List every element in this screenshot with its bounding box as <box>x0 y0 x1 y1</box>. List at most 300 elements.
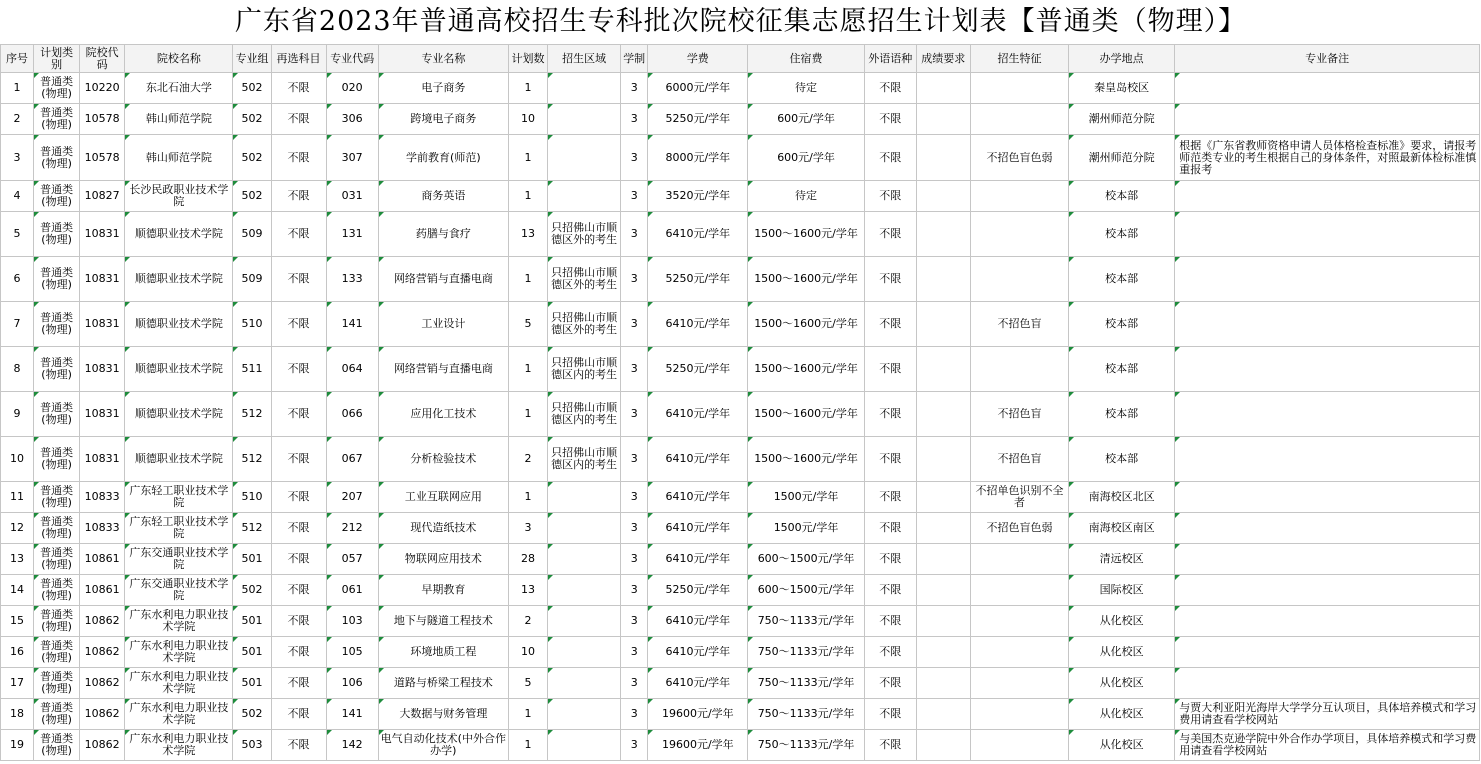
cell-tuition[interactable] <box>648 513 748 544</box>
cell-language[interactable] <box>864 606 916 637</box>
cell-language[interactable] <box>864 437 916 482</box>
cell-enroll-area[interactable] <box>548 637 621 668</box>
cell-major-note[interactable] <box>1175 437 1480 482</box>
cell-plan-type[interactable] <box>34 606 80 637</box>
cell-major-name[interactable] <box>378 575 508 606</box>
cell-major-note[interactable] <box>1175 135 1480 181</box>
cell-enroll-area[interactable] <box>548 135 621 181</box>
cell-enroll-feature[interactable] <box>970 730 1068 761</box>
cell-school-name[interactable] <box>125 181 233 212</box>
cell-duration[interactable] <box>621 513 648 544</box>
cell-major-code[interactable] <box>326 347 378 392</box>
cell-campus[interactable] <box>1069 437 1175 482</box>
cell-major-note[interactable] <box>1175 637 1480 668</box>
cell-seq[interactable] <box>1 482 34 513</box>
cell-school-name[interactable] <box>125 544 233 575</box>
column-header-major-group[interactable]: 专业组 <box>233 45 271 73</box>
cell-major-note[interactable] <box>1175 302 1480 347</box>
cell-language[interactable] <box>864 482 916 513</box>
cell-plan-type[interactable] <box>34 347 80 392</box>
cell-seq[interactable] <box>1 73 34 104</box>
cell-plan-type[interactable] <box>34 575 80 606</box>
cell-school-name[interactable] <box>125 513 233 544</box>
cell-major-code[interactable] <box>326 606 378 637</box>
cell-school-code[interactable] <box>80 637 125 668</box>
cell-plan-count[interactable] <box>508 437 547 482</box>
cell-dorm-fee[interactable] <box>748 73 864 104</box>
cell-dorm-fee[interactable] <box>748 544 864 575</box>
cell-school-name[interactable] <box>125 104 233 135</box>
cell-major-group[interactable] <box>233 637 271 668</box>
cell-major-name[interactable] <box>378 73 508 104</box>
cell-plan-count[interactable] <box>508 181 547 212</box>
cell-seq[interactable] <box>1 637 34 668</box>
cell-plan-type[interactable] <box>34 392 80 437</box>
cell-campus[interactable] <box>1069 135 1175 181</box>
table-row[interactable] <box>1 73 1480 104</box>
cell-plan-count[interactable] <box>508 730 547 761</box>
cell-major-group[interactable] <box>233 575 271 606</box>
cell-enroll-feature[interactable] <box>970 544 1068 575</box>
cell-duration[interactable] <box>621 347 648 392</box>
cell-major-code[interactable] <box>326 135 378 181</box>
cell-reselect-subject[interactable] <box>271 302 326 347</box>
cell-major-group[interactable] <box>233 302 271 347</box>
column-header-enroll-feature[interactable]: 招生特征 <box>970 45 1068 73</box>
cell-duration[interactable] <box>621 668 648 699</box>
cell-score-req[interactable] <box>916 482 970 513</box>
cell-major-code[interactable] <box>326 302 378 347</box>
table-row[interactable] <box>1 437 1480 482</box>
cell-score-req[interactable] <box>916 637 970 668</box>
cell-major-code[interactable] <box>326 437 378 482</box>
cell-school-code[interactable] <box>80 482 125 513</box>
cell-score-req[interactable] <box>916 544 970 575</box>
cell-enroll-feature[interactable] <box>970 482 1068 513</box>
cell-reselect-subject[interactable] <box>271 513 326 544</box>
table-row[interactable] <box>1 668 1480 699</box>
cell-seq[interactable] <box>1 347 34 392</box>
cell-school-code[interactable] <box>80 513 125 544</box>
cell-school-code[interactable] <box>80 257 125 302</box>
cell-campus[interactable] <box>1069 699 1175 730</box>
cell-language[interactable] <box>864 544 916 575</box>
cell-tuition[interactable] <box>648 104 748 135</box>
cell-major-note[interactable] <box>1175 212 1480 257</box>
cell-plan-type[interactable] <box>34 73 80 104</box>
cell-major-group[interactable] <box>233 73 271 104</box>
column-header-dorm-fee[interactable]: 住宿费 <box>748 45 864 73</box>
cell-tuition[interactable] <box>648 302 748 347</box>
cell-enroll-feature[interactable] <box>970 212 1068 257</box>
cell-seq[interactable] <box>1 575 34 606</box>
cell-reselect-subject[interactable] <box>271 606 326 637</box>
cell-school-name[interactable] <box>125 699 233 730</box>
cell-major-name[interactable] <box>378 181 508 212</box>
cell-enroll-feature[interactable] <box>970 347 1068 392</box>
cell-major-group[interactable] <box>233 482 271 513</box>
cell-tuition[interactable] <box>648 392 748 437</box>
cell-major-code[interactable] <box>326 513 378 544</box>
cell-score-req[interactable] <box>916 699 970 730</box>
cell-school-code[interactable] <box>80 302 125 347</box>
cell-campus[interactable] <box>1069 347 1175 392</box>
table-row[interactable] <box>1 637 1480 668</box>
cell-school-name[interactable] <box>125 482 233 513</box>
cell-enroll-feature[interactable] <box>970 575 1068 606</box>
table-row[interactable] <box>1 181 1480 212</box>
column-header-plan-count[interactable]: 计划数 <box>508 45 547 73</box>
cell-school-code[interactable] <box>80 392 125 437</box>
cell-score-req[interactable] <box>916 135 970 181</box>
cell-plan-type[interactable] <box>34 699 80 730</box>
cell-school-name[interactable] <box>125 668 233 699</box>
cell-school-name[interactable] <box>125 606 233 637</box>
cell-school-name[interactable] <box>125 730 233 761</box>
column-header-plan-type[interactable]: 计划类别 <box>34 45 80 73</box>
cell-dorm-fee[interactable] <box>748 575 864 606</box>
cell-major-code[interactable] <box>326 482 378 513</box>
table-row[interactable] <box>1 257 1480 302</box>
cell-dorm-fee[interactable] <box>748 668 864 699</box>
cell-tuition[interactable] <box>648 730 748 761</box>
column-header-seq[interactable]: 序号 <box>1 45 34 73</box>
cell-duration[interactable] <box>621 699 648 730</box>
cell-dorm-fee[interactable] <box>748 606 864 637</box>
cell-seq[interactable] <box>1 181 34 212</box>
cell-reselect-subject[interactable] <box>271 181 326 212</box>
cell-enroll-area[interactable] <box>548 302 621 347</box>
cell-enroll-feature[interactable] <box>970 606 1068 637</box>
column-header-campus[interactable]: 办学地点 <box>1069 45 1175 73</box>
cell-major-code[interactable] <box>326 212 378 257</box>
cell-score-req[interactable] <box>916 181 970 212</box>
cell-duration[interactable] <box>621 135 648 181</box>
cell-duration[interactable] <box>621 212 648 257</box>
cell-campus[interactable] <box>1069 513 1175 544</box>
cell-major-group[interactable] <box>233 668 271 699</box>
cell-major-note[interactable] <box>1175 699 1480 730</box>
cell-plan-count[interactable] <box>508 606 547 637</box>
column-header-language[interactable]: 外语语种 <box>864 45 916 73</box>
cell-major-name[interactable] <box>378 513 508 544</box>
cell-campus[interactable] <box>1069 392 1175 437</box>
cell-school-code[interactable] <box>80 544 125 575</box>
cell-major-code[interactable] <box>326 668 378 699</box>
cell-duration[interactable] <box>621 437 648 482</box>
cell-major-name[interactable] <box>378 104 508 135</box>
cell-enroll-area[interactable] <box>548 347 621 392</box>
cell-tuition[interactable] <box>648 575 748 606</box>
cell-seq[interactable] <box>1 212 34 257</box>
table-row[interactable] <box>1 135 1480 181</box>
table-row[interactable] <box>1 513 1480 544</box>
cell-reselect-subject[interactable] <box>271 257 326 302</box>
cell-tuition[interactable] <box>648 257 748 302</box>
cell-major-name[interactable] <box>378 606 508 637</box>
cell-campus[interactable] <box>1069 181 1175 212</box>
cell-plan-count[interactable] <box>508 347 547 392</box>
cell-reselect-subject[interactable] <box>271 104 326 135</box>
cell-school-name[interactable] <box>125 135 233 181</box>
cell-duration[interactable] <box>621 181 648 212</box>
cell-dorm-fee[interactable] <box>748 302 864 347</box>
cell-reselect-subject[interactable] <box>271 668 326 699</box>
cell-major-name[interactable] <box>378 437 508 482</box>
cell-school-code[interactable] <box>80 104 125 135</box>
cell-major-code[interactable] <box>326 544 378 575</box>
cell-plan-type[interactable] <box>34 637 80 668</box>
cell-major-group[interactable] <box>233 699 271 730</box>
table-row[interactable] <box>1 104 1480 135</box>
cell-seq[interactable] <box>1 513 34 544</box>
cell-plan-count[interactable] <box>508 212 547 257</box>
cell-language[interactable] <box>864 513 916 544</box>
table-row[interactable] <box>1 392 1480 437</box>
cell-tuition[interactable] <box>648 606 748 637</box>
cell-dorm-fee[interactable] <box>748 392 864 437</box>
cell-plan-type[interactable] <box>34 730 80 761</box>
cell-major-code[interactable] <box>326 575 378 606</box>
cell-reselect-subject[interactable] <box>271 575 326 606</box>
cell-major-note[interactable] <box>1175 668 1480 699</box>
cell-language[interactable] <box>864 212 916 257</box>
cell-school-name[interactable] <box>125 257 233 302</box>
cell-campus[interactable] <box>1069 730 1175 761</box>
cell-campus[interactable] <box>1069 575 1175 606</box>
cell-duration[interactable] <box>621 73 648 104</box>
cell-tuition[interactable] <box>648 637 748 668</box>
cell-seq[interactable] <box>1 302 34 347</box>
cell-campus[interactable] <box>1069 302 1175 347</box>
cell-score-req[interactable] <box>916 392 970 437</box>
cell-major-name[interactable] <box>378 668 508 699</box>
cell-plan-count[interactable] <box>508 575 547 606</box>
cell-major-note[interactable] <box>1175 482 1480 513</box>
cell-school-code[interactable] <box>80 730 125 761</box>
cell-language[interactable] <box>864 104 916 135</box>
column-header-tuition[interactable]: 学费 <box>648 45 748 73</box>
cell-school-name[interactable] <box>125 637 233 668</box>
cell-language[interactable] <box>864 730 916 761</box>
cell-campus[interactable] <box>1069 668 1175 699</box>
cell-major-group[interactable] <box>233 347 271 392</box>
cell-plan-type[interactable] <box>34 513 80 544</box>
cell-reselect-subject[interactable] <box>271 392 326 437</box>
cell-school-code[interactable] <box>80 699 125 730</box>
cell-tuition[interactable] <box>648 135 748 181</box>
cell-major-name[interactable] <box>378 637 508 668</box>
cell-reselect-subject[interactable] <box>271 637 326 668</box>
cell-plan-count[interactable] <box>508 73 547 104</box>
cell-seq[interactable] <box>1 544 34 575</box>
cell-major-name[interactable] <box>378 212 508 257</box>
cell-language[interactable] <box>864 668 916 699</box>
cell-plan-type[interactable] <box>34 437 80 482</box>
cell-dorm-fee[interactable] <box>748 482 864 513</box>
cell-major-name[interactable] <box>378 482 508 513</box>
cell-campus[interactable] <box>1069 637 1175 668</box>
cell-major-code[interactable] <box>326 699 378 730</box>
cell-enroll-area[interactable] <box>548 104 621 135</box>
cell-tuition[interactable] <box>648 437 748 482</box>
cell-duration[interactable] <box>621 544 648 575</box>
cell-major-note[interactable] <box>1175 392 1480 437</box>
table-row[interactable] <box>1 606 1480 637</box>
cell-major-name[interactable] <box>378 135 508 181</box>
cell-major-note[interactable] <box>1175 575 1480 606</box>
cell-major-group[interactable] <box>233 257 271 302</box>
cell-language[interactable] <box>864 302 916 347</box>
cell-language[interactable] <box>864 637 916 668</box>
cell-score-req[interactable] <box>916 668 970 699</box>
cell-major-code[interactable] <box>326 257 378 302</box>
cell-enroll-area[interactable] <box>548 606 621 637</box>
cell-language[interactable] <box>864 392 916 437</box>
cell-reselect-subject[interactable] <box>271 482 326 513</box>
cell-dorm-fee[interactable] <box>748 637 864 668</box>
cell-campus[interactable] <box>1069 544 1175 575</box>
cell-dorm-fee[interactable] <box>748 104 864 135</box>
cell-enroll-feature[interactable] <box>970 73 1068 104</box>
cell-enroll-area[interactable] <box>548 544 621 575</box>
cell-major-group[interactable] <box>233 730 271 761</box>
cell-school-name[interactable] <box>125 392 233 437</box>
cell-dorm-fee[interactable] <box>748 135 864 181</box>
cell-major-code[interactable] <box>326 392 378 437</box>
cell-campus[interactable] <box>1069 73 1175 104</box>
cell-campus[interactable] <box>1069 257 1175 302</box>
table-row[interactable] <box>1 302 1480 347</box>
cell-language[interactable] <box>864 135 916 181</box>
cell-enroll-area[interactable] <box>548 257 621 302</box>
cell-language[interactable] <box>864 575 916 606</box>
cell-school-name[interactable] <box>125 347 233 392</box>
cell-school-name[interactable] <box>125 302 233 347</box>
cell-seq[interactable] <box>1 437 34 482</box>
cell-plan-type[interactable] <box>34 181 80 212</box>
cell-enroll-area[interactable] <box>548 575 621 606</box>
cell-campus[interactable] <box>1069 104 1175 135</box>
table-row[interactable] <box>1 575 1480 606</box>
cell-seq[interactable] <box>1 392 34 437</box>
column-header-major-code[interactable]: 专业代码 <box>326 45 378 73</box>
cell-tuition[interactable] <box>648 73 748 104</box>
table-row[interactable] <box>1 730 1480 761</box>
cell-major-code[interactable] <box>326 104 378 135</box>
cell-enroll-feature[interactable] <box>970 699 1068 730</box>
table-row[interactable] <box>1 482 1480 513</box>
cell-score-req[interactable] <box>916 73 970 104</box>
cell-seq[interactable] <box>1 257 34 302</box>
cell-campus[interactable] <box>1069 482 1175 513</box>
cell-major-name[interactable] <box>378 392 508 437</box>
cell-plan-type[interactable] <box>34 104 80 135</box>
cell-enroll-feature[interactable] <box>970 668 1068 699</box>
cell-enroll-feature[interactable] <box>970 257 1068 302</box>
column-header-major-note[interactable]: 专业备注 <box>1175 45 1480 73</box>
cell-language[interactable] <box>864 257 916 302</box>
cell-major-code[interactable] <box>326 73 378 104</box>
cell-school-name[interactable] <box>125 212 233 257</box>
cell-plan-count[interactable] <box>508 302 547 347</box>
cell-language[interactable] <box>864 181 916 212</box>
cell-major-name[interactable] <box>378 347 508 392</box>
column-header-reselect-subject[interactable]: 再选科目 <box>271 45 326 73</box>
cell-plan-count[interactable] <box>508 544 547 575</box>
cell-enroll-area[interactable] <box>548 212 621 257</box>
cell-plan-type[interactable] <box>34 302 80 347</box>
cell-major-group[interactable] <box>233 212 271 257</box>
column-header-major-name[interactable]: 专业名称 <box>378 45 508 73</box>
cell-major-code[interactable] <box>326 637 378 668</box>
cell-school-name[interactable] <box>125 575 233 606</box>
cell-score-req[interactable] <box>916 437 970 482</box>
cell-major-note[interactable] <box>1175 606 1480 637</box>
cell-plan-count[interactable] <box>508 257 547 302</box>
cell-plan-type[interactable] <box>34 668 80 699</box>
cell-seq[interactable] <box>1 135 34 181</box>
cell-enroll-feature[interactable] <box>970 181 1068 212</box>
cell-enroll-area[interactable] <box>548 668 621 699</box>
cell-school-code[interactable] <box>80 668 125 699</box>
cell-duration[interactable] <box>621 392 648 437</box>
cell-seq[interactable] <box>1 699 34 730</box>
cell-major-name[interactable] <box>378 730 508 761</box>
cell-school-code[interactable] <box>80 181 125 212</box>
cell-major-note[interactable] <box>1175 181 1480 212</box>
cell-tuition[interactable] <box>648 544 748 575</box>
cell-major-note[interactable] <box>1175 730 1480 761</box>
column-header-duration[interactable]: 学制 <box>621 45 648 73</box>
cell-reselect-subject[interactable] <box>271 73 326 104</box>
column-header-school-code[interactable]: 院校代码 <box>80 45 125 73</box>
cell-major-name[interactable] <box>378 257 508 302</box>
cell-major-name[interactable] <box>378 544 508 575</box>
cell-duration[interactable] <box>621 104 648 135</box>
cell-campus[interactable] <box>1069 212 1175 257</box>
cell-enroll-area[interactable] <box>548 73 621 104</box>
cell-plan-count[interactable] <box>508 392 547 437</box>
cell-plan-count[interactable] <box>508 668 547 699</box>
cell-dorm-fee[interactable] <box>748 257 864 302</box>
cell-tuition[interactable] <box>648 668 748 699</box>
cell-duration[interactable] <box>621 257 648 302</box>
cell-major-group[interactable] <box>233 544 271 575</box>
cell-plan-count[interactable] <box>508 135 547 181</box>
cell-enroll-feature[interactable] <box>970 302 1068 347</box>
table-row[interactable] <box>1 699 1480 730</box>
cell-plan-type[interactable] <box>34 212 80 257</box>
cell-enroll-area[interactable] <box>548 482 621 513</box>
cell-school-code[interactable] <box>80 575 125 606</box>
cell-reselect-subject[interactable] <box>271 699 326 730</box>
cell-tuition[interactable] <box>648 181 748 212</box>
cell-school-code[interactable] <box>80 606 125 637</box>
cell-score-req[interactable] <box>916 730 970 761</box>
cell-major-note[interactable] <box>1175 104 1480 135</box>
cell-tuition[interactable] <box>648 212 748 257</box>
cell-language[interactable] <box>864 699 916 730</box>
cell-duration[interactable] <box>621 606 648 637</box>
cell-duration[interactable] <box>621 637 648 668</box>
cell-enroll-area[interactable] <box>548 437 621 482</box>
cell-school-code[interactable] <box>80 212 125 257</box>
cell-dorm-fee[interactable] <box>748 730 864 761</box>
cell-plan-count[interactable] <box>508 482 547 513</box>
cell-enroll-feature[interactable] <box>970 392 1068 437</box>
cell-dorm-fee[interactable] <box>748 513 864 544</box>
